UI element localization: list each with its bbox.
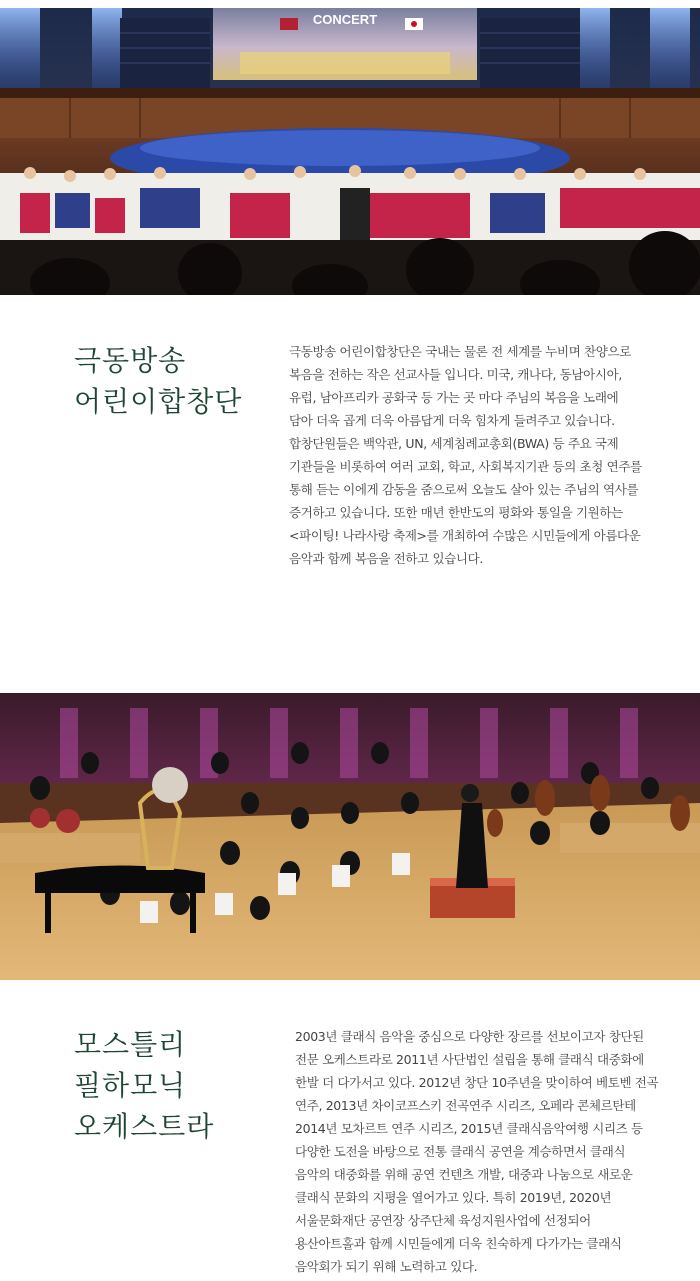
- orchestra-description: [295, 1025, 658, 1278]
- orchestra-concert-photo: [0, 693, 700, 980]
- orchestra-title: [74, 1024, 214, 1147]
- choir-description: [289, 340, 642, 570]
- description-line: 한발 더 다가서고 있다. 2012년 창단 10주년을 맞이하여 베토벤 전곡: [295, 1075, 659, 1090]
- orchestra-title-line: 필하모닉: [74, 1069, 187, 1102]
- description-line: 음악회가 되기 위해 노력하고 있다.: [295, 1259, 478, 1274]
- description-line: 음악의 대중화를 위해 공연 컨텐츠 개발, 대중과 나눔으로 새로운: [295, 1167, 633, 1182]
- choir-title-line: 어린이합창단: [74, 385, 243, 418]
- choir-concert-photo: [0, 8, 700, 295]
- description-line: 2003년 클래식 음악을 중심으로 다양한 장르를 선보이고자 창단된: [295, 1029, 644, 1044]
- orchestra-title-line: 오케스트라: [74, 1110, 215, 1143]
- description-line: 용산아트홀과 함께 시민들에게 더욱 친숙하게 다가가는 클래식: [295, 1236, 622, 1251]
- description-line: 2014년 모차르트 연주 시리즈, 2015년 클래식음악여행 시리즈 등: [295, 1121, 643, 1136]
- screen-concert-text: CONCERT: [312, 12, 378, 27]
- orchestra-title-line: 모스틀리: [74, 1028, 187, 1061]
- description-line: 다양한 도전을 바탕으로 전통 클래식 공연을 계승하면서 클래식: [295, 1144, 626, 1159]
- description-line: 증거하고 있습니다. 또한 매년 한반도의 평화와 통일을 기원하는: [289, 505, 623, 520]
- description-line: <파이팅! 나라사랑 축제>를 개최하여 수많은 시민들에게 아름다운: [289, 528, 641, 543]
- description-line: 유럽, 남아프리카 공화국 등 가는 곳 마다 주님의 복음을 노래에: [289, 390, 619, 405]
- description-line: 음악과 함께 복음을 전하고 있습니다.: [289, 551, 483, 566]
- description-line: 기관들을 비롯하여 여러 교회, 학교, 사회복지기관 등의 초청 연주를: [289, 459, 642, 474]
- description-line: 서울문화재단 공연장 상주단체 육성지원사업에 선정되어: [295, 1213, 591, 1228]
- choir-title-line: 극동방송: [74, 344, 187, 377]
- description-line: 전문 오케스트라로 2011년 사단법인 설립을 통해 클래식 대중화에: [295, 1052, 644, 1067]
- description-line: 복음을 전하는 작은 선교사들 입니다. 미국, 캐나다, 동남아시아,: [289, 367, 622, 382]
- description-line: 합창단원들은 백악관, UN, 세계침례교총회(BWA) 등 주요 국제: [289, 436, 619, 451]
- description-line: 극동방송 어린이합창단은 국내는 물론 전 세계를 누비며 찬양으로: [289, 344, 631, 359]
- description-line: 연주, 2013년 차이코프스키 전곡연주 시리즈, 오페라 콘체르탄테: [295, 1098, 636, 1113]
- description-line: 통해 듣는 이에게 감동을 줌으로써 오늘도 살아 있는 주님의 역사를: [289, 482, 639, 497]
- description-line: 담아 더욱 곱게 더욱 아름답게 더욱 힘차게 들려주고 있습니다.: [289, 413, 615, 428]
- choir-title: [74, 340, 242, 422]
- description-line: 클래식 문화의 지평을 열어가고 있다. 특히 2019년, 2020년: [295, 1190, 612, 1205]
